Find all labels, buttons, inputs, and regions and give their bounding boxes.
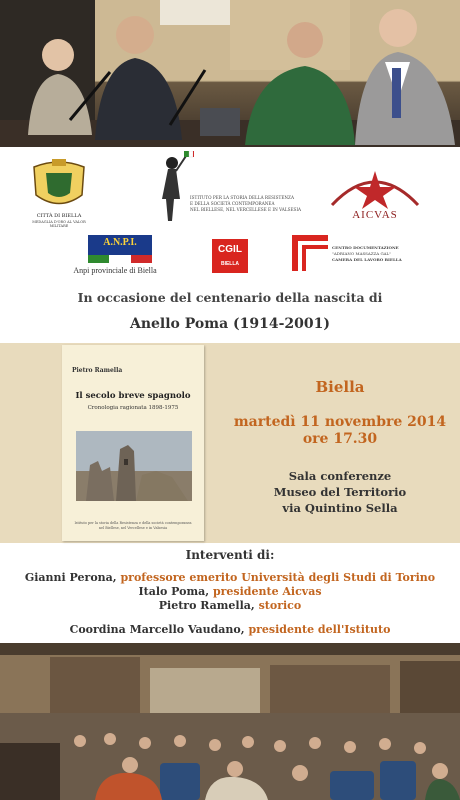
book-cover-ruins-image [76,431,192,501]
istituto-line: ISTITUTO PER LA STORIA DELLA RESISTENZA [190,195,294,200]
istituto-line: E DELLA SOCIETÀ CONTEMPORANEA [190,201,275,206]
speakers-panel-illustration [0,0,460,147]
event-time: ore 17.30 [302,431,378,447]
cgil-name: CGIL [218,244,242,255]
speaker-role: presidente Aicvas [212,585,322,598]
anpi-name: A.N.P.I. [103,237,137,248]
interventi-heading: Interventi di: [185,548,275,562]
audience-photo [0,643,460,800]
centro-mark-icon [292,235,328,271]
anpi-logo [60,231,170,281]
occasion-heading: In occasione del centenario della nascita di [77,290,383,305]
istituto-logo [152,151,302,229]
event-date: martedì 11 novembre 2014 [233,414,447,430]
book-subtitle: Cronologia ragionata 1898-1975 [87,405,179,411]
biella-motto: MEDAGLIA D'ORO AL VALOR MILITARE [32,220,86,228]
speaker-role: professore emerito Università degli Studi di Torino [120,571,436,584]
moderator-name: Coordina Marcello Vaudano, [69,623,245,636]
book-title: Il secolo breve spagnolo [75,391,191,401]
moderator-line [0,623,460,636]
book-cover [62,345,204,541]
book-author: Pietro Ramella [72,367,123,374]
speaker-name: Gianni Perona, [24,571,117,584]
venue-line: Museo del Territorio [273,485,407,499]
aicvas-name: AICVAS [352,209,398,221]
aicvas-logo [328,165,422,227]
book-publisher: Istituto per la storia della Resistenza e della società contemporanea nel Biellese, nel Vercellese e in Valsesia [74,521,192,530]
speaker-line [0,599,460,612]
coat-of-arms-icon [24,157,94,212]
sponsor-logos [0,147,460,282]
speakers-panel-photo [0,0,460,147]
anpi-caption: Anpi provinciale di Biella [73,266,157,275]
venue-line: Sala conferenze [288,469,392,483]
honoree-heading: Anello Poma (1914-2001) [129,316,331,332]
istituto-text [190,195,308,213]
moderator-role: presidente dell'Istituto [248,623,391,636]
venue-line: via Quintino Sella [282,501,398,515]
centro-documentazione-logo [292,235,412,275]
cgil-logo [212,239,248,273]
biella-coat-of-arms-logo [24,157,94,227]
istituto-line: NEL BIELLESE, NEL VERCELLESE E IN VALSESIA [190,207,302,212]
partisan-figure-icon [152,151,194,226]
cgil-city: BIELLA [220,261,240,267]
anpi-badge [88,235,152,263]
speaker-line [0,585,460,598]
centro-line: CAMERA DEL LAVORO BIELLA [332,257,402,262]
centro-text [332,245,412,263]
centro-line: "ADRIANO MASSAZZA GAL" [332,251,392,256]
speaker-name: Pietro Ramella, [158,599,255,612]
centro-line: CENTRO DOCUMENTAZIONE [332,245,399,250]
speaker-role: storico [258,599,302,612]
event-city: Biella [315,378,365,396]
speaker-name: Italo Poma, [138,585,210,598]
audience-illustration [0,643,460,800]
speaker-line [0,571,460,584]
aicvas-star-icon [328,165,422,210]
biella-name: CITTÀ DI BIELLA [36,213,82,219]
